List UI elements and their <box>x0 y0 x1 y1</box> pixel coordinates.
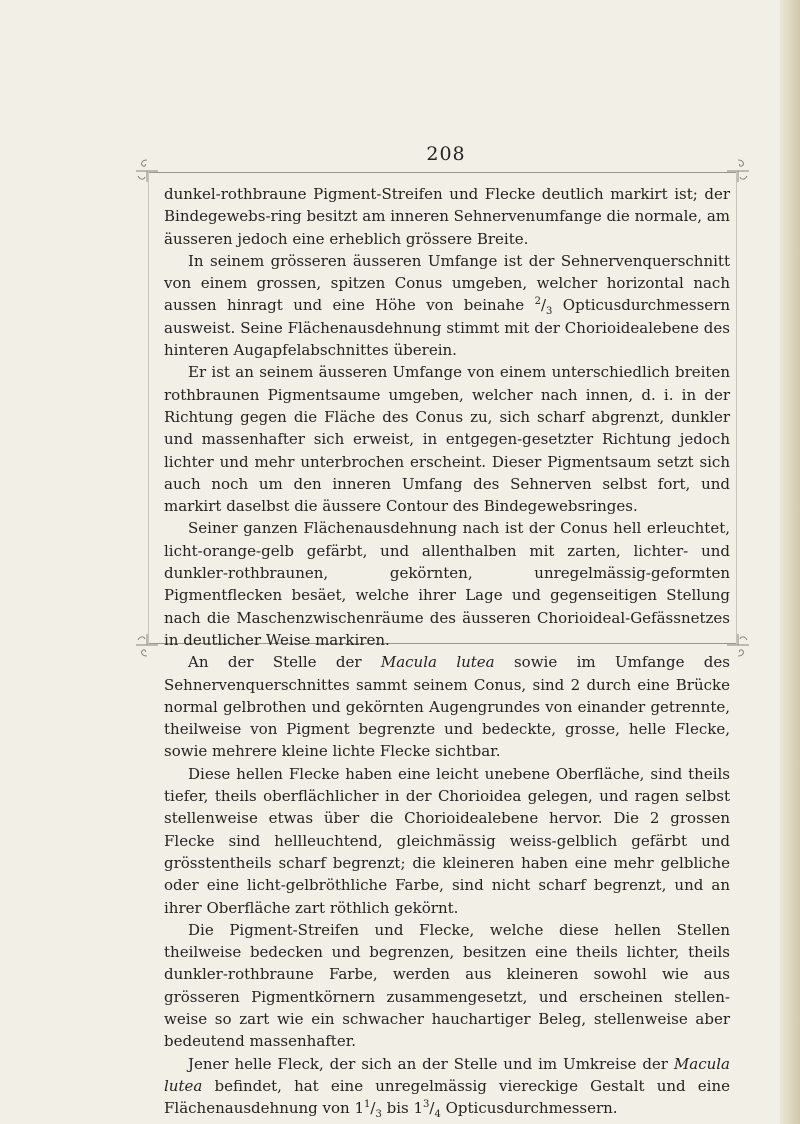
paragraph-5 <box>164 651 730 762</box>
paragraph-2-text-a: In seinem grösseren äusseren Umfange ist der Sehnervenquerschnitt von einem grossen, spitzen Conus umgeben, welcher horizontal nach aussen hinragt und eine Höhe von beinahe <box>164 251 730 315</box>
page-edge-shadow <box>780 0 800 1124</box>
paragraph-3: Er ist an seinem äusseren Umfange von einem unterschiedlich breiten rothbraunen Pigmentsaume umgeben, welcher nach innen, d. i. in der Richtung gegen die Fläche des Conus zu, sich scharf abgrenzt, dunkler und massenhafter sich erweist, in entgegen-gesetzter Richtung jedoch lichter und mehr unterbrochen erscheint. Dieser Pigmentsaum setzt sich auch noch um den inneren Umfang des Sehnerven selbst fort, und markirt daselbst die äussere Contour des Bindegewebsringes. <box>164 363 730 516</box>
paragraph-8-text-d: Opticusdurchmessern. <box>440 1099 618 1118</box>
macula-lutea-term: Macula lutea <box>164 1054 730 1095</box>
paragraph-4: Seiner ganzen Flächenausdehnung nach ist der Conus hell erleuchtet, licht-orange-gelb gefärbt, und allenthalben mit zarten, lichter- und dunkler-rothbraunen, gekörnten, unregelmässig-geformten Pigmentflecken besäet, welche ihrer Lage und gegenseitigen Stellung nach die Maschenzwischenräume des äusseren Chorioideal-Gefässnetzes in deutlicher Weise markiren. <box>164 519 730 649</box>
paragraph-8-text-b: befindet, hat eine unregelmässig viereckige Gestalt und eine Flächenausdehnung von 1 <box>164 1076 730 1118</box>
paragraph-6: Diese hellen Flecke haben eine leicht unebene Oberfläche, sind theils tiefer, theils oberflächlicher in der Chorioidea gelegen, und ragen selbst stellenweise etwas über die Chorioidealebene hervor. Die 2 grossen Flecke sind hellleuchtend, gleichmässig weiss-gelblich gefärbt und grösstentheils scharf begrenzt; die kleineren haben eine mehr gelbliche oder eine licht-gelbröthliche Farbe, sind nicht scharf begrenzt, und an ihrer Oberfläche zart röthlich gekörnt. <box>164 764 730 917</box>
body-text <box>164 183 730 1119</box>
paragraph-8-text-a: Jener helle Fleck, der sich an der Stelle und im Umkreise der <box>188 1054 674 1073</box>
fraction-denominator: 3 <box>546 306 553 318</box>
macula-lutea-term: Macula lutea <box>380 653 495 672</box>
frame-left-line <box>148 172 149 644</box>
corner-ornament-icon <box>134 158 160 184</box>
paragraph-2-text-b: Opticusdurchmessern ausweist. Seine Flächenausdehnung stimmt mit der Chorioidealebene des hinteren Augapfelabschnittes überein. <box>164 296 730 360</box>
fraction-denominator: 4 <box>434 1109 441 1121</box>
paragraph-1: dunkel-rothbraune Pigment-Streifen und Flecke deutlich markirt ist; der Bindegewebs-ring besitzt am inneren Sehnervenumfange die normale, am äusseren jedoch eine erheblich grössere Breite. <box>164 185 730 248</box>
page-number: 208 <box>426 143 466 165</box>
paragraph-2: In seinem grösseren äusseren Umfange ist der Sehnervenquerschnitt von einem grossen, spitzen Conus umgeben, welcher horizontal nach aussen hinragt und eine Höhe von beinahe $^2/_3$ Opticusdurchmessern ausweist. Seine Flächenausdehnung stimmt mit der Chorioidealebene des hinteren Augapfelabschnittes überein. <box>164 251 730 360</box>
corner-ornament-icon <box>725 158 751 184</box>
corner-ornament-icon <box>134 632 160 658</box>
paragraph-7: Die Pigment-Streifen und Flecke, welche diese hellen Stellen theilweise bedecken und begrenzen, besitzen eine theils lichter, theils dunkler-rothbraune Farbe, werden aus kleineren sowohl wie aus grösseren Pigmentkörnern zusammengesetzt, und erscheinen stellen-weise so zart wie ein schwacher hauchartiger Beleg, stellenweise aber bedeutend massenhafter. <box>164 920 730 1051</box>
frame-top-line <box>148 172 737 173</box>
paragraph-8: Jener helle Fleck, der sich an der Stelle und im Umkreise der Macula lutea befindet, hat eine unregelmässig viereckige Gestalt und eine Flächenausdehnung von $1^1/_3$ bis $1^3/_4$ Opticusdurchmessern. <box>164 1054 730 1121</box>
fraction-numerator: 2 <box>534 296 541 308</box>
fraction-numerator: 1 <box>364 1099 371 1111</box>
fraction-denominator: 3 <box>375 1109 382 1121</box>
paragraph-5-text-b: sowie im Umfange des Sehnervenquerschnittes sammt seinem Conus, sind 2 durch eine Brücke normal gelbrothen und gekörnten Augengrundes von einander getrennte, theilweise von Pigment begrenzte und bedeckte, grosse, helle Flecke, sowie mehrere kleine lichte Flecke sichtbar. <box>164 653 730 761</box>
fraction-numerator: 3 <box>423 1099 430 1111</box>
paragraph-5-text-a: An der Stelle der <box>188 653 381 672</box>
frame-right-line <box>736 172 737 644</box>
paragraph-8-text-c: bis 1 <box>381 1099 424 1118</box>
